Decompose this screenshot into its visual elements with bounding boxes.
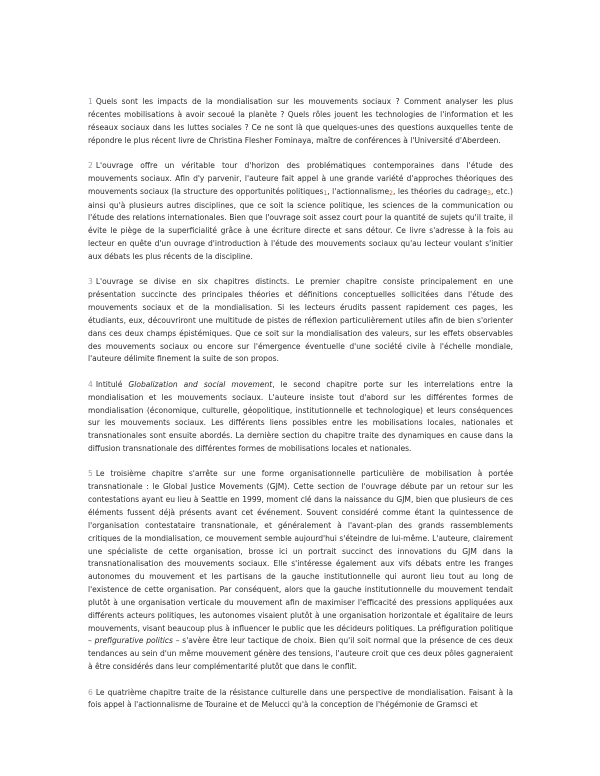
- paragraph-4: [88, 379, 513, 456]
- paragraph-text: – s'avère être leur tactique de choix. Bien qu'il soit normal que la présence de ces deux tendances au sein d'un même mouvement génère des tensions, l'auteure croit que ces deux pôles gagneraient à être considérés dans leur complémentarité plutôt que dans le conflit.: [88, 636, 513, 672]
- footnote-link-2[interactable]: 2: [389, 189, 393, 197]
- paragraph-text: L'ouvrage offre un véritable tour d'horizon des problématiques contemporaines dans l'étude des mouvements sociaux. Afin d'y parvenir, l'auteure fait appel à une grande variété d'approches théoriques des mouvements sociaux (la structure des opportunités politiques: [88, 160, 513, 196]
- paragraph-number: 1: [88, 97, 93, 106]
- paragraph-5: [88, 468, 513, 674]
- paragraph-number: 5: [88, 469, 93, 479]
- paragraph-text: , le second chapitre porte sur les interrelations entre la mondialisation et les mouvements sociaux. L'auteure insiste tout d'abord sur les différentes formes de mondialisation (économique, culturelle, géopolitique, institutionnelle et technologique) et leurs conséquences sur les mouvements sociaux. Les différents liens possibles entre les mobilisations locales, nationales et transnationales sont ensuite abordés. La dernière section du chapitre traite des dynamiques en cause dans la diffusion transnationale des différentes formes de mobilisations locales et nationales.: [88, 379, 513, 454]
- article-body: [88, 96, 513, 725]
- paragraph-number: 4: [88, 379, 93, 389]
- footnote-link-3[interactable]: 3: [487, 189, 491, 197]
- paragraph-6: [88, 687, 513, 713]
- italic-term: prefigurative politics: [94, 636, 173, 646]
- paragraph-text: , les théories du cadrage: [392, 186, 488, 196]
- paragraph-1: [88, 96, 513, 147]
- paragraph-2: [88, 160, 513, 264]
- paragraph-text: Le quatrième chapitre traite de la résistance culturelle dans une perspective de mondialisation. Faisant à la fois appel à l'actionnalisme de Touraine et de Melucci qu'à la conception de l'hégémonie de Gramsci et: [88, 687, 513, 710]
- paragraph-number: 3: [88, 277, 93, 287]
- paragraph-text: Intitulé: [95, 379, 129, 389]
- footnote-link-1[interactable]: 1: [323, 189, 328, 197]
- paragraph-number: 2: [88, 160, 93, 170]
- paragraph-number: 6: [88, 687, 93, 697]
- paragraph-text: Le troisième chapitre s'arrête sur une forme organisationnelle particulière de mobilisation à portée transnationale : le Global Justice Movements (GJM). Cette section de l'ouvrage débute par un retour sur les contestations ayant eu lieu à Seattle en 1999, moment clé dans la naissance du GJM, bien que plusieurs de ces éléments fussent déjà présents avant cet événement. Souvent considéré comme étant la quintessence de l'organisation contestataire transnationale, et généralement à l'avant-plan des grands rassemblements critiques de la mondialisation, ce mouvement semble aujourd'hui s'éteindre de lui-même. L'auteure, clairement une spécialiste de cette organisation, brosse ici un portrait succinct des innovations du GJM dans la transnationalisation des mouvements sociaux. Elle s'intéresse également aux vifs débats entre les franges autonomes du mouvement et les partisans de la gauche institutionnelle qui auront lieu tout au long de l'existence de cette organisation. Par conséquent, alors que la gauche institutionnelle du mouvement tendait plutôt à une organisation verticale du mouvement afin de maximiser l'efficacité des pressions appliquées aux différents acteurs politiques, les autonomes visaient plutôt à une organisation horizontale et égalitaire de leurs mouvements, visant beaucoup plus à influencer le public que les décideurs politiques. La préfiguration politique –: [88, 469, 513, 646]
- paragraph-text: L'ouvrage se divise en six chapitres distincts. Le premier chapitre consiste principalement en une présentation succincte des principales théories et définitions conceptuelles sollicitées dans l'étude des mouvements sociaux et de la mondialisation. Si les lecteurs érudits passent rapidement ces pages, les étudiants, eux, découvriront une multitude de pistes de réflexion particulièrement utiles afin de bien s'orienter dans ces deux champs épistémiques. Que ce soit sur la mondialisation des valeurs, sur les effets observables des mouvements sociaux ou encore sur l'émergence éventuelle d'une société civile à l'échelle mondiale, l'auteure délimite finement la suite de son propos.: [88, 277, 513, 364]
- paragraph-3: [88, 276, 513, 366]
- paragraph-text: , etc.) ainsi qu'à plusieurs autres disciplines, que ce soit la science politique, les sciences de la communication ou l'étude des relations internationales. Bien que l'ouvrage soit assez court pour la quantité de sujets qu'il traite, il évite le piège de la superficialité grâce à une écriture directe et sans détour. Ce livre s'adresse à la fois au lecteur en quête d'un ouvrage d'introduction à l'étude des mouvements sociaux qu'au lecteur voulant s'initier aux débats les plus récents de la discipline.: [88, 186, 513, 261]
- paragraph-text: , l'actionnalisme: [327, 186, 390, 196]
- book-title: Globalization and social movement: [128, 379, 273, 389]
- paragraph-text: Quels sont les impacts de la mondialisation sur les mouvements sociaux ? Comment analyser les plus récentes mobilisations à avoir secoué la planète ? Quels rôles jouent les technologies de l'information et les réseaux sociaux dans les luttes sociales ? Ce ne sont là que quelques-unes des questions auxquelles tente de répondre le plus récent livre de Christina Flesher Fominaya, maître de conférences à l'Université d'Aberdeen.: [88, 97, 513, 145]
